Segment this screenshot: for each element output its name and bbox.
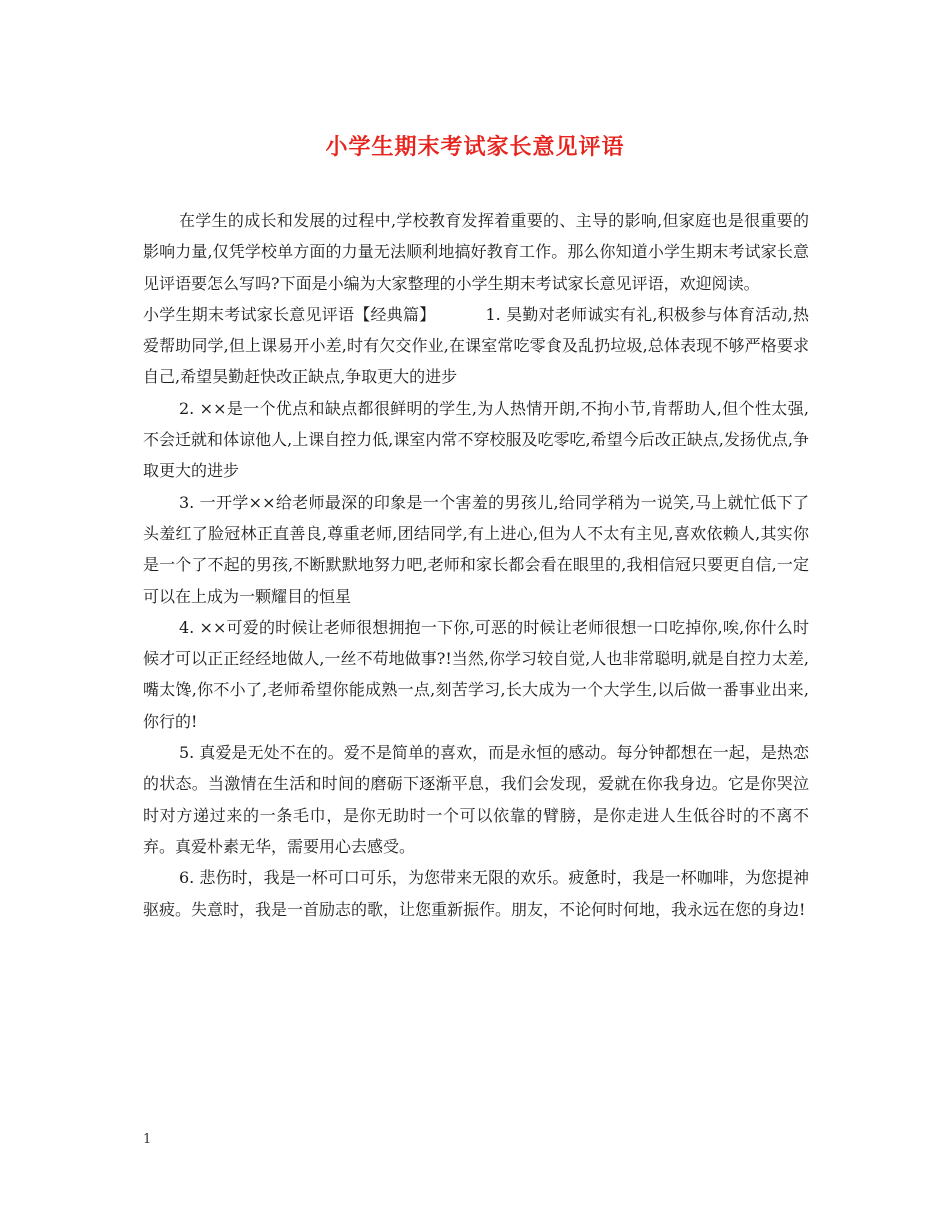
section-heading: 小学生期末考试家长意见评语【经典篇】 — [143, 304, 436, 324]
page-number: 1 — [143, 1132, 152, 1147]
item-4: 4. ××可爱的时候让老师很想拥抱一下你,可恶的时候让老师很想一口吃掉你,唉,你什么时候才可以正正经经地做人,一丝不苟地做事?!当然,你学习较自觉,人也非常聪明,就是自控力太差,嘴太馋,你不小了,老师希望你能成熟一点,刻苦学习,长大成为一个大学生,以后做一番事业出来,你行的! — [143, 617, 809, 731]
item-6: 6. 悲伤时，我是一杯可口可乐，为您带来无限的欢乐。疲惫时，我是一杯咖啡，为您提神驱疲。失意时，我是一首励志的歌，让您重新振作。朋友，不论何时何地，我永远在您的身边! — [143, 868, 809, 919]
item-2: 2. ××是一个优点和缺点都很鲜明的学生,为人热情开朗,不拘小节,肯帮助人,但个性太强,不会迁就和体谅他人,上课自控力低,课室内常不穿校服及吃零吃,希望今后改正缺点,发扬优点,争取更大的进步 — [143, 398, 809, 481]
document-body — [143, 205, 809, 925]
item-3: 3. 一开学××给老师最深的印象是一个害羞的男孩儿,给同学稍为一说笑,马上就忙低下了头羞红了脸冠林正直善良,尊重老师,团结同学,有上进心,但为人不太有主见,喜欢依赖人,其实你是一个了不起的男孩,不断默默地努力吧,老师和家长都会看在眼里的,我相信冠只要更自信,一定可以在上成为一颗耀目的恒星 — [143, 492, 809, 606]
intro-paragraph: 在学生的成长和发展的过程中,学校教育发挥着重要的、主导的影响,但家庭也是很重要的影响力量,仅凭学校单方面的力量无法顺利地搞好教育工作。那么你知道小学生期末考试家长意见评语要怎么写吗?下面是小编为大家整理的小学生期末考试家长意见评语，欢迎阅读。 — [143, 211, 809, 293]
item-1: 1. 昊勤对老师诚实有礼,积极参与体育活动,热爱帮助同学,但上课易开小差,时有欠交作业,在课室常吃零食及乱扔垃圾,总体表现不够严格要求自己,希望昊勤赶快改正缺点,争取更大的进步 — [143, 304, 809, 387]
document-title: 小学生期末考试家长意见评语 — [325, 134, 625, 160]
item-5: 5. 真爱是无处不在的。爱不是简单的喜欢，而是永恒的感动。每分钟都想在一起，是热恋的状态。当激情在生活和时间的磨砺下逐渐平息，我们会发现，爱就在你我身边。它是你哭泣时对方递过来的一条毛巾，是你无助时一个可以依靠的臂膀，是你走进人生低谷时的不离不弃。真爱朴素无华，需要用心去感受。 — [143, 743, 809, 856]
section-paragraph — [143, 299, 809, 393]
